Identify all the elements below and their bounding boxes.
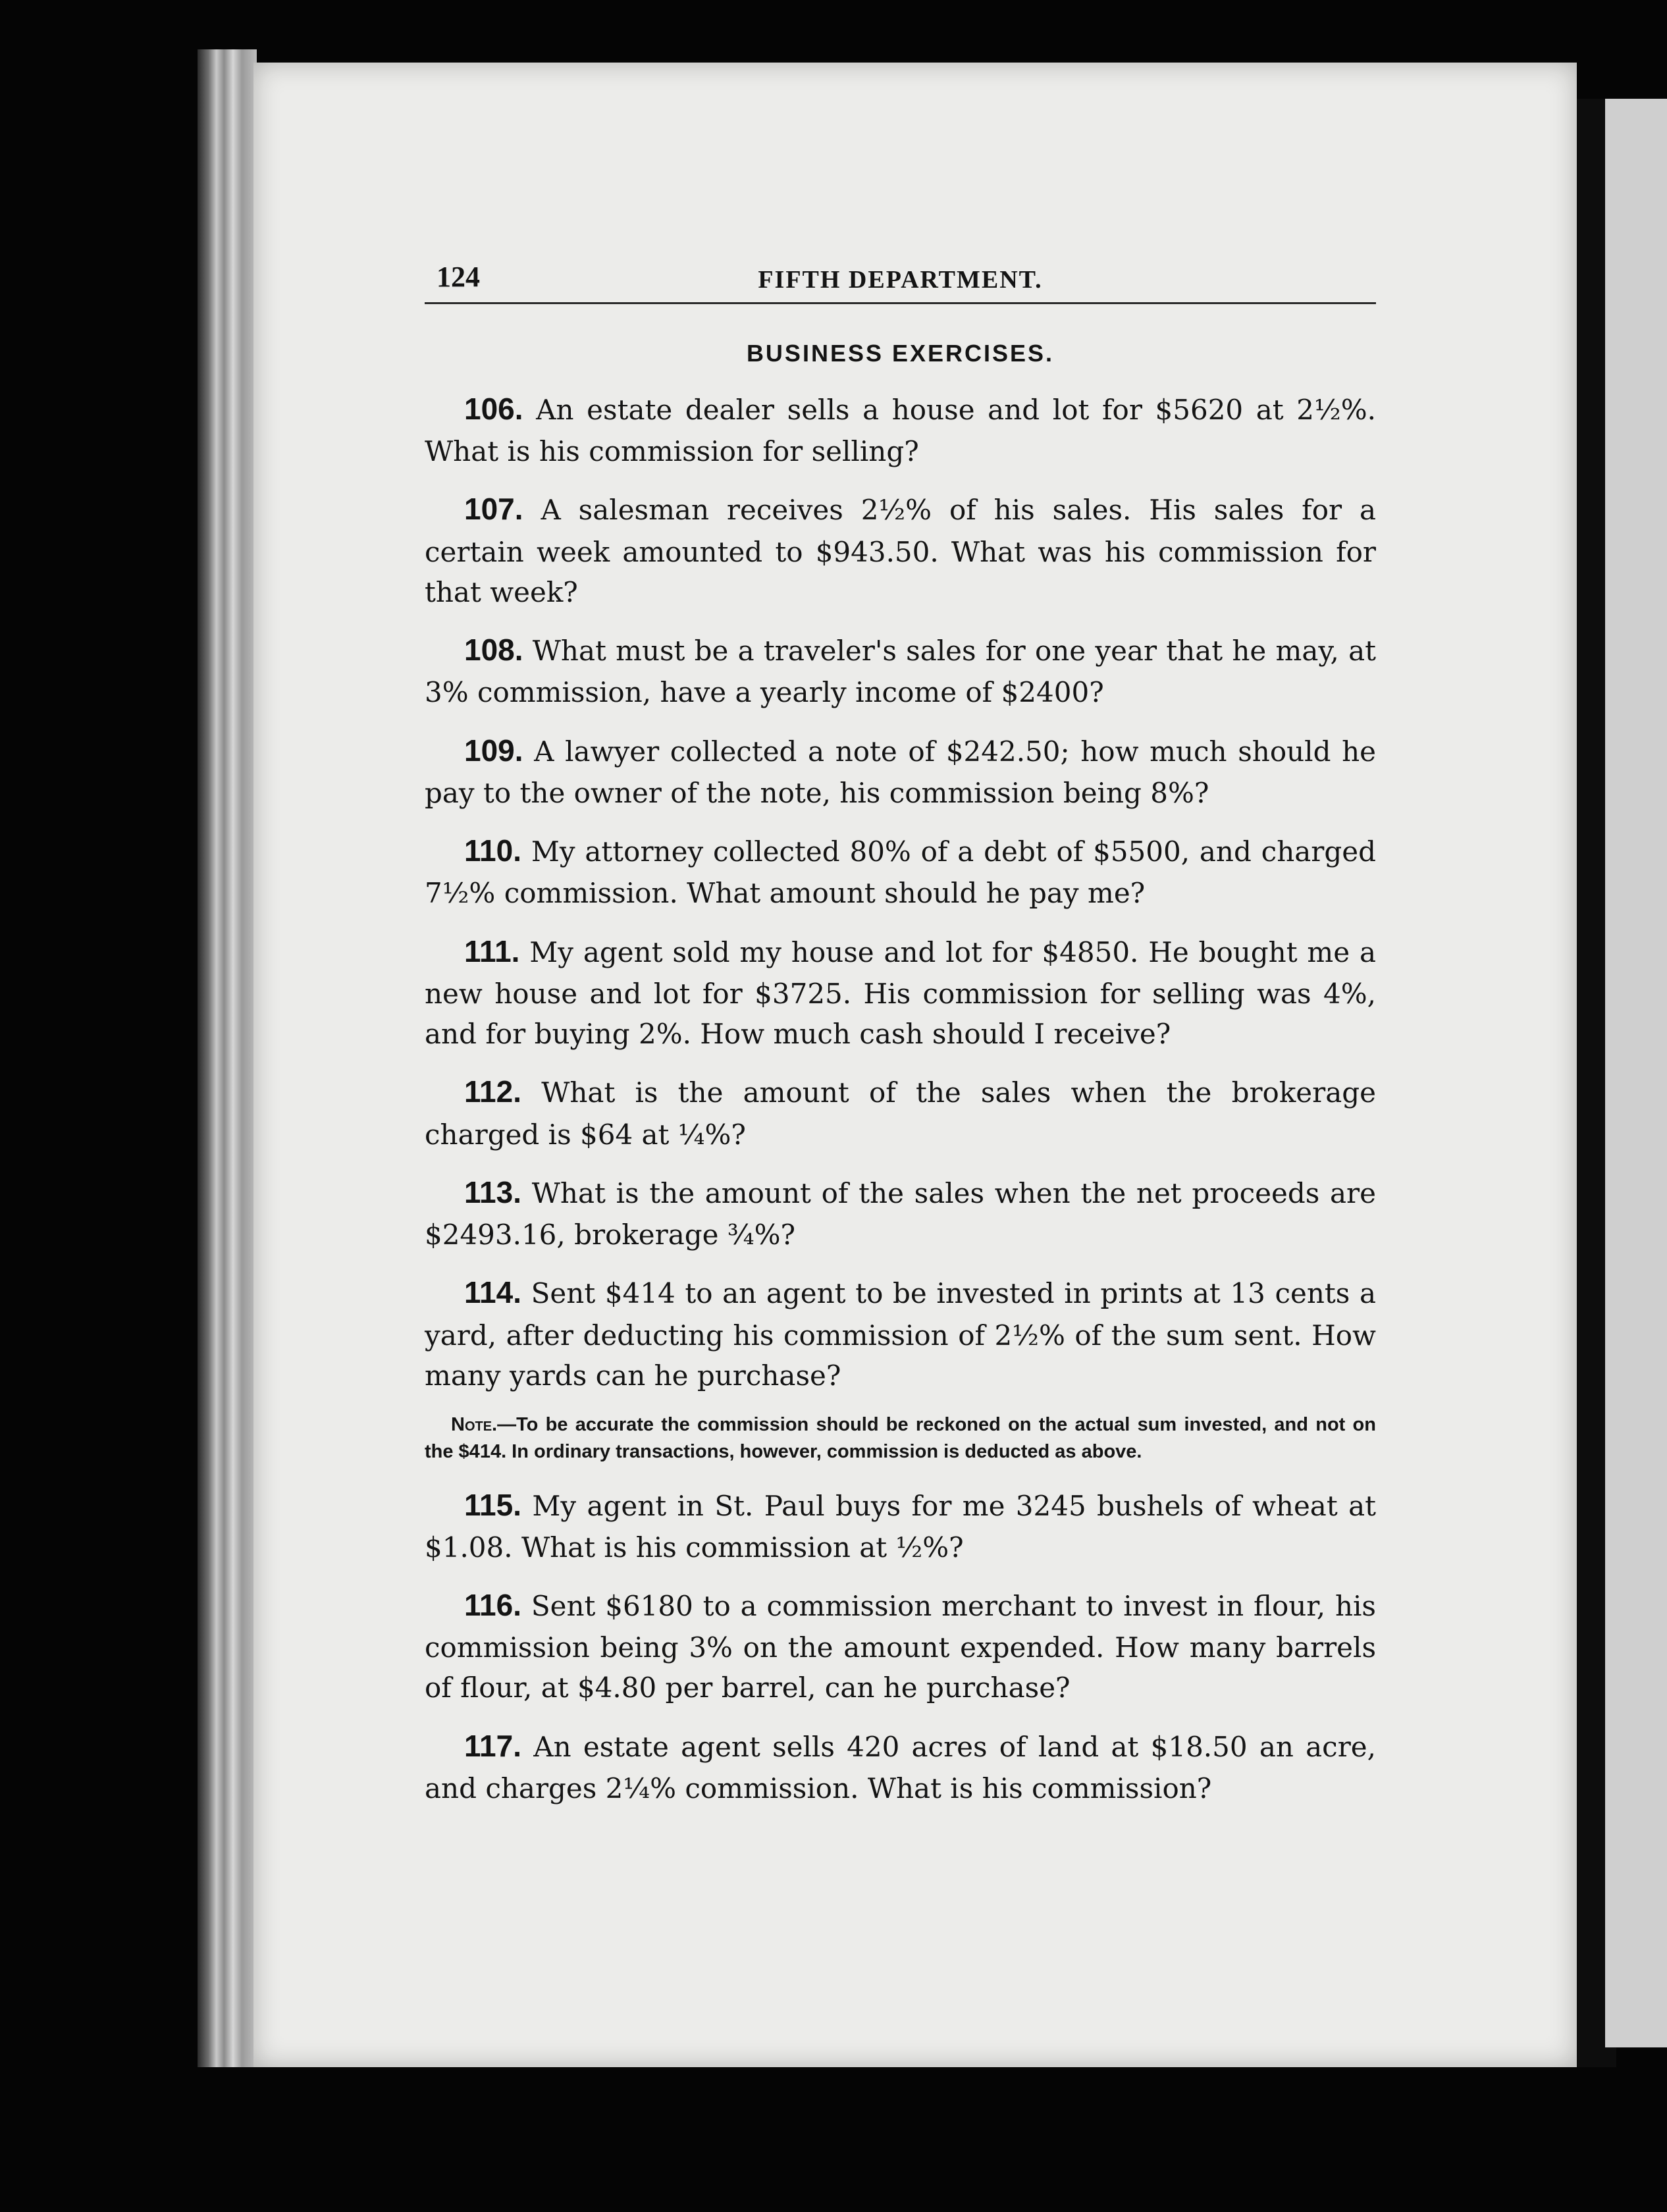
- exercise-number: 117.: [464, 1728, 521, 1763]
- exercise-106: [425, 387, 1376, 471]
- exercise-text: An estate dealer sells a house and lot for $5620 at 2½%. What is his commission for selling?: [425, 394, 1376, 468]
- exercise-number: 114.: [464, 1275, 521, 1310]
- exercise-114: [425, 1271, 1376, 1396]
- exercise-number: 113.: [464, 1174, 521, 1209]
- note-text: —To be accurate the commission should be reckoned on the actual sum invested, and not on the $414. In ordinary transactions, however, commission is deducted as above.: [425, 1414, 1376, 1463]
- section-title: BUSINESS EXERCISES.: [746, 340, 1055, 367]
- book-page: [253, 63, 1577, 2067]
- exercise-110: [425, 829, 1376, 913]
- facing-page-edge: [1605, 99, 1667, 2047]
- exercise-text: Sent $6180 to a commission merchant to invest in flour, his commission being 3% on the amount expended. How many barrels of flour, at $4.80 per barrel, can he purchase?: [425, 1589, 1376, 1704]
- exercise-number: 112.: [464, 1074, 521, 1109]
- exercise-number: 116.: [464, 1587, 521, 1622]
- exercise-117: [425, 1724, 1376, 1808]
- page-number: 124: [437, 261, 480, 293]
- note-label: Note.: [451, 1414, 498, 1436]
- exercise-text: What is the amount of the sales when the net proceeds are $2493.16, brokerage ¾%?: [425, 1176, 1376, 1251]
- exercise-116: [425, 1583, 1376, 1708]
- exercise-text: A salesman receives 2½% of his sales. His sales for a certain week amounted to $943.50. What was his commission for that week?: [425, 494, 1376, 608]
- exercise-112: [425, 1070, 1376, 1154]
- page-content: [425, 260, 1376, 1824]
- exercise-text: What is the amount of the sales when the brokerage charged is $64 at ¼%?: [425, 1076, 1376, 1151]
- exercise-text: My agent sold my house and lot for $4850. He bought me a new house and lot for $3725. His commission for selling was 4%, and for buying 2%. How much cash should I receive?: [425, 935, 1376, 1051]
- exercise-text: What must be a traveler's sales for one year that he may, at 3% commission, have a yearly income of $2400?: [425, 635, 1376, 709]
- exercise-113: [425, 1171, 1376, 1255]
- running-head: [425, 260, 1376, 304]
- exercise-number: 106.: [464, 392, 523, 426]
- note: [425, 1411, 1376, 1465]
- exercise-text: Sent $414 to an agent to be invested in prints at 13 cents a yard, after deducting his commission of 2½% of the sum sent. How many yards can he purchase?: [425, 1277, 1376, 1392]
- exercise-111: [425, 930, 1376, 1055]
- exercise-115: [425, 1483, 1376, 1567]
- running-head-title: FIFTH DEPARTMENT.: [758, 266, 1043, 294]
- exercise-107: [425, 487, 1376, 612]
- exercise-109: [425, 729, 1376, 813]
- exercise-number: 107.: [464, 492, 523, 527]
- exercise-text: An estate agent sells 420 acres of land at $18.50 an acre, and charges 2¼% commission. What is his commission?: [425, 1730, 1376, 1804]
- exercise-text: My attorney collected 80% of a debt of $5500, and charged 7½% commission. What amount should he pay me?: [425, 835, 1376, 910]
- exercise-text: A lawyer collected a note of $242.50; how much should he pay to the owner of the note, his commission being 8%?: [425, 735, 1376, 809]
- exercise-number: 110.: [464, 833, 521, 868]
- exercise-108: [425, 628, 1376, 712]
- book-page-edges: [198, 49, 257, 2067]
- exercise-number: 115.: [464, 1487, 521, 1522]
- exercise-text: My agent in St. Paul buys for me 3245 bushels of wheat at $1.08. What is his commission at ½%?: [425, 1489, 1376, 1564]
- exercise-number: 108.: [464, 633, 523, 668]
- exercise-number: 111.: [464, 934, 520, 968]
- exercise-number: 109.: [464, 733, 523, 768]
